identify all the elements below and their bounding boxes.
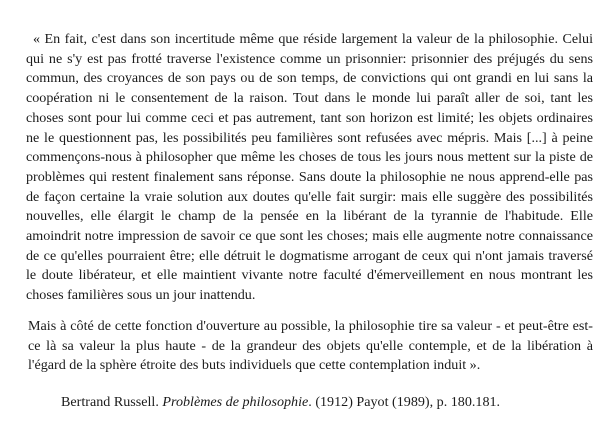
quote-document [26, 30, 593, 413]
citation [61, 393, 593, 413]
citation-author: Bertrand Russell. [61, 393, 159, 410]
citation-title: Problèmes de philosophie [162, 393, 309, 410]
citation-details: . (1912) Payot (1989), p. 180.181. [308, 393, 501, 410]
quote-paragraph-1: « En fait, c'est dans son incertitude même que réside largement la valeur de la philosophie. Celui qui ne s'y est pas frotté traverse l'existence comme un prisonnier: prisonnier des préjugés du sens commun, des croyances de son pays ou de son temps, de convictions qui ont grandi en lui sans la coopération ni le consentement de la raison. Tout dans le monde lui paraît aller de soi, tant les choses sont pour lui comme ceci et pas autrement, tant son horizon est limité; les objets ordinaires ne le questionnent pas, les possibilités peu familières sont refusées avec mépris. Mais [...] à peine commençons-nous à philosopher que même les choses de tous les jours nous mettent sur la piste de problèmes qui restent finalement sans réponse. Sans doute la philosophie ne nous apprend-elle pas de façon certaine la vraie solution aux doutes qu'elle fait surgir: mais elle suggère des possibilités nouvelles, elle élargit le champ de la pensée en la libérant de la tyrannie de l'habitude. Elle amoindrit notre impression de savoir ce que sont les choses; mais elle augmente notre connaissance de ce qu'elles pourraient être; elle détruit le dogmatisme arrogant de ceux qui n'ont jamais traversé le doute libérateur, et elle maintient vivante notre faculté d'émerveillement en nous montrant les choses familières sous un jour inattendu. [26, 31, 593, 304]
quote-paragraph-2: Mais à côté de cette fonction d'ouverture au possible, la philosophie tire sa valeur - et peut-être est-ce là sa valeur la plus haute - de la grandeur des objets qu'elle contemple, et de la libération à l'égard de la sphère étroite des buts individuels que cette contemplation induit ». [28, 317, 593, 374]
